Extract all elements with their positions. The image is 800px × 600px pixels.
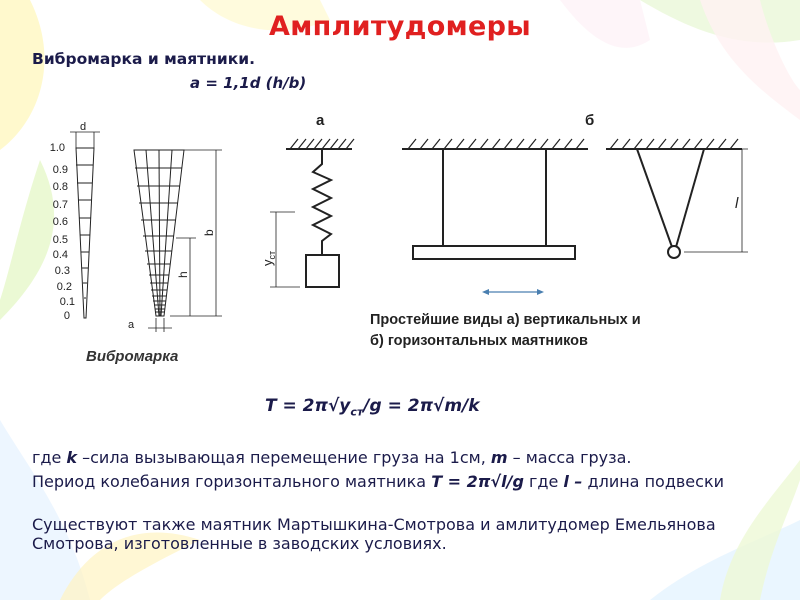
a-label: a [128, 319, 135, 331]
paragraph-2 [32, 472, 792, 491]
formula-sub: ст [350, 405, 364, 419]
vibromark-scale [50, 142, 75, 322]
scale-label: 0.5 [52, 234, 68, 246]
paragraph-3: Существуют также маятник Мартышкина-Смотрова и амлитудомер Емельянова Смотрова, изготовленные в заводских условиях. [32, 515, 716, 553]
page-title: Амплитудомеры [269, 11, 531, 42]
formula-part1: T = 2π√y [265, 396, 351, 416]
paragraph-1 [32, 448, 792, 467]
label-b: б [585, 112, 595, 129]
p2-formula: T = 2π√l/g [431, 472, 524, 491]
p1-m: m [490, 448, 508, 467]
p2-mid: где [523, 472, 564, 491]
vibromark-label: Вибромарка [86, 348, 179, 365]
d-dimension [70, 132, 100, 148]
scale-label: 0 [63, 310, 70, 322]
double-arrow-icon [482, 289, 544, 295]
amplitude-formula: a = 1,1d (h/b) [190, 74, 307, 92]
scale-label: 0.6 [52, 216, 68, 228]
diagram-caption [370, 310, 641, 352]
h-label: h [176, 271, 190, 278]
caption-line-1: Простейшие виды а) вертикальных и [370, 312, 641, 328]
scale-label: 0.2 [56, 281, 72, 293]
scale-label: 0.8 [52, 181, 68, 193]
p1-post: – масса груза. [507, 448, 632, 467]
l-label: l [735, 195, 739, 212]
vibromark-grid-wedge [134, 150, 184, 316]
p2-l: l – [563, 472, 583, 491]
horizontal-pendulum-v [606, 139, 748, 258]
period-formula [265, 396, 480, 418]
b-label: b [202, 229, 216, 236]
scale-label: 0.9 [52, 164, 68, 176]
y-st-label: $y_{ст}$ [260, 250, 277, 266]
caption-line-2: б) горизонтальных маятников [370, 333, 588, 349]
vertical-pendulum [270, 139, 354, 287]
scale-label: 0.3 [54, 265, 70, 277]
p2-pre: Период колебания горизонтального маятника [32, 472, 432, 491]
p1-mid: –сила вызывающая перемещение груза на 1см, [77, 448, 491, 467]
scale-label: 1.0 [49, 142, 65, 154]
subtitle: Вибромарка и маятники. [32, 50, 256, 68]
p1-pre: где [32, 448, 67, 467]
p2-post: длина подвески [582, 472, 725, 491]
scale-label: 0.4 [52, 249, 68, 261]
scale-label: 0.7 [52, 199, 68, 211]
p1-k: k [66, 448, 78, 467]
scale-label: 0.1 [59, 296, 75, 308]
label-a: а [316, 112, 325, 129]
formula-part2: /g = 2π√m/k [363, 396, 480, 416]
d-label: d [80, 121, 87, 133]
horizontal-pendulum-frame [402, 139, 588, 259]
vibromark-thin-wedge [76, 148, 94, 318]
